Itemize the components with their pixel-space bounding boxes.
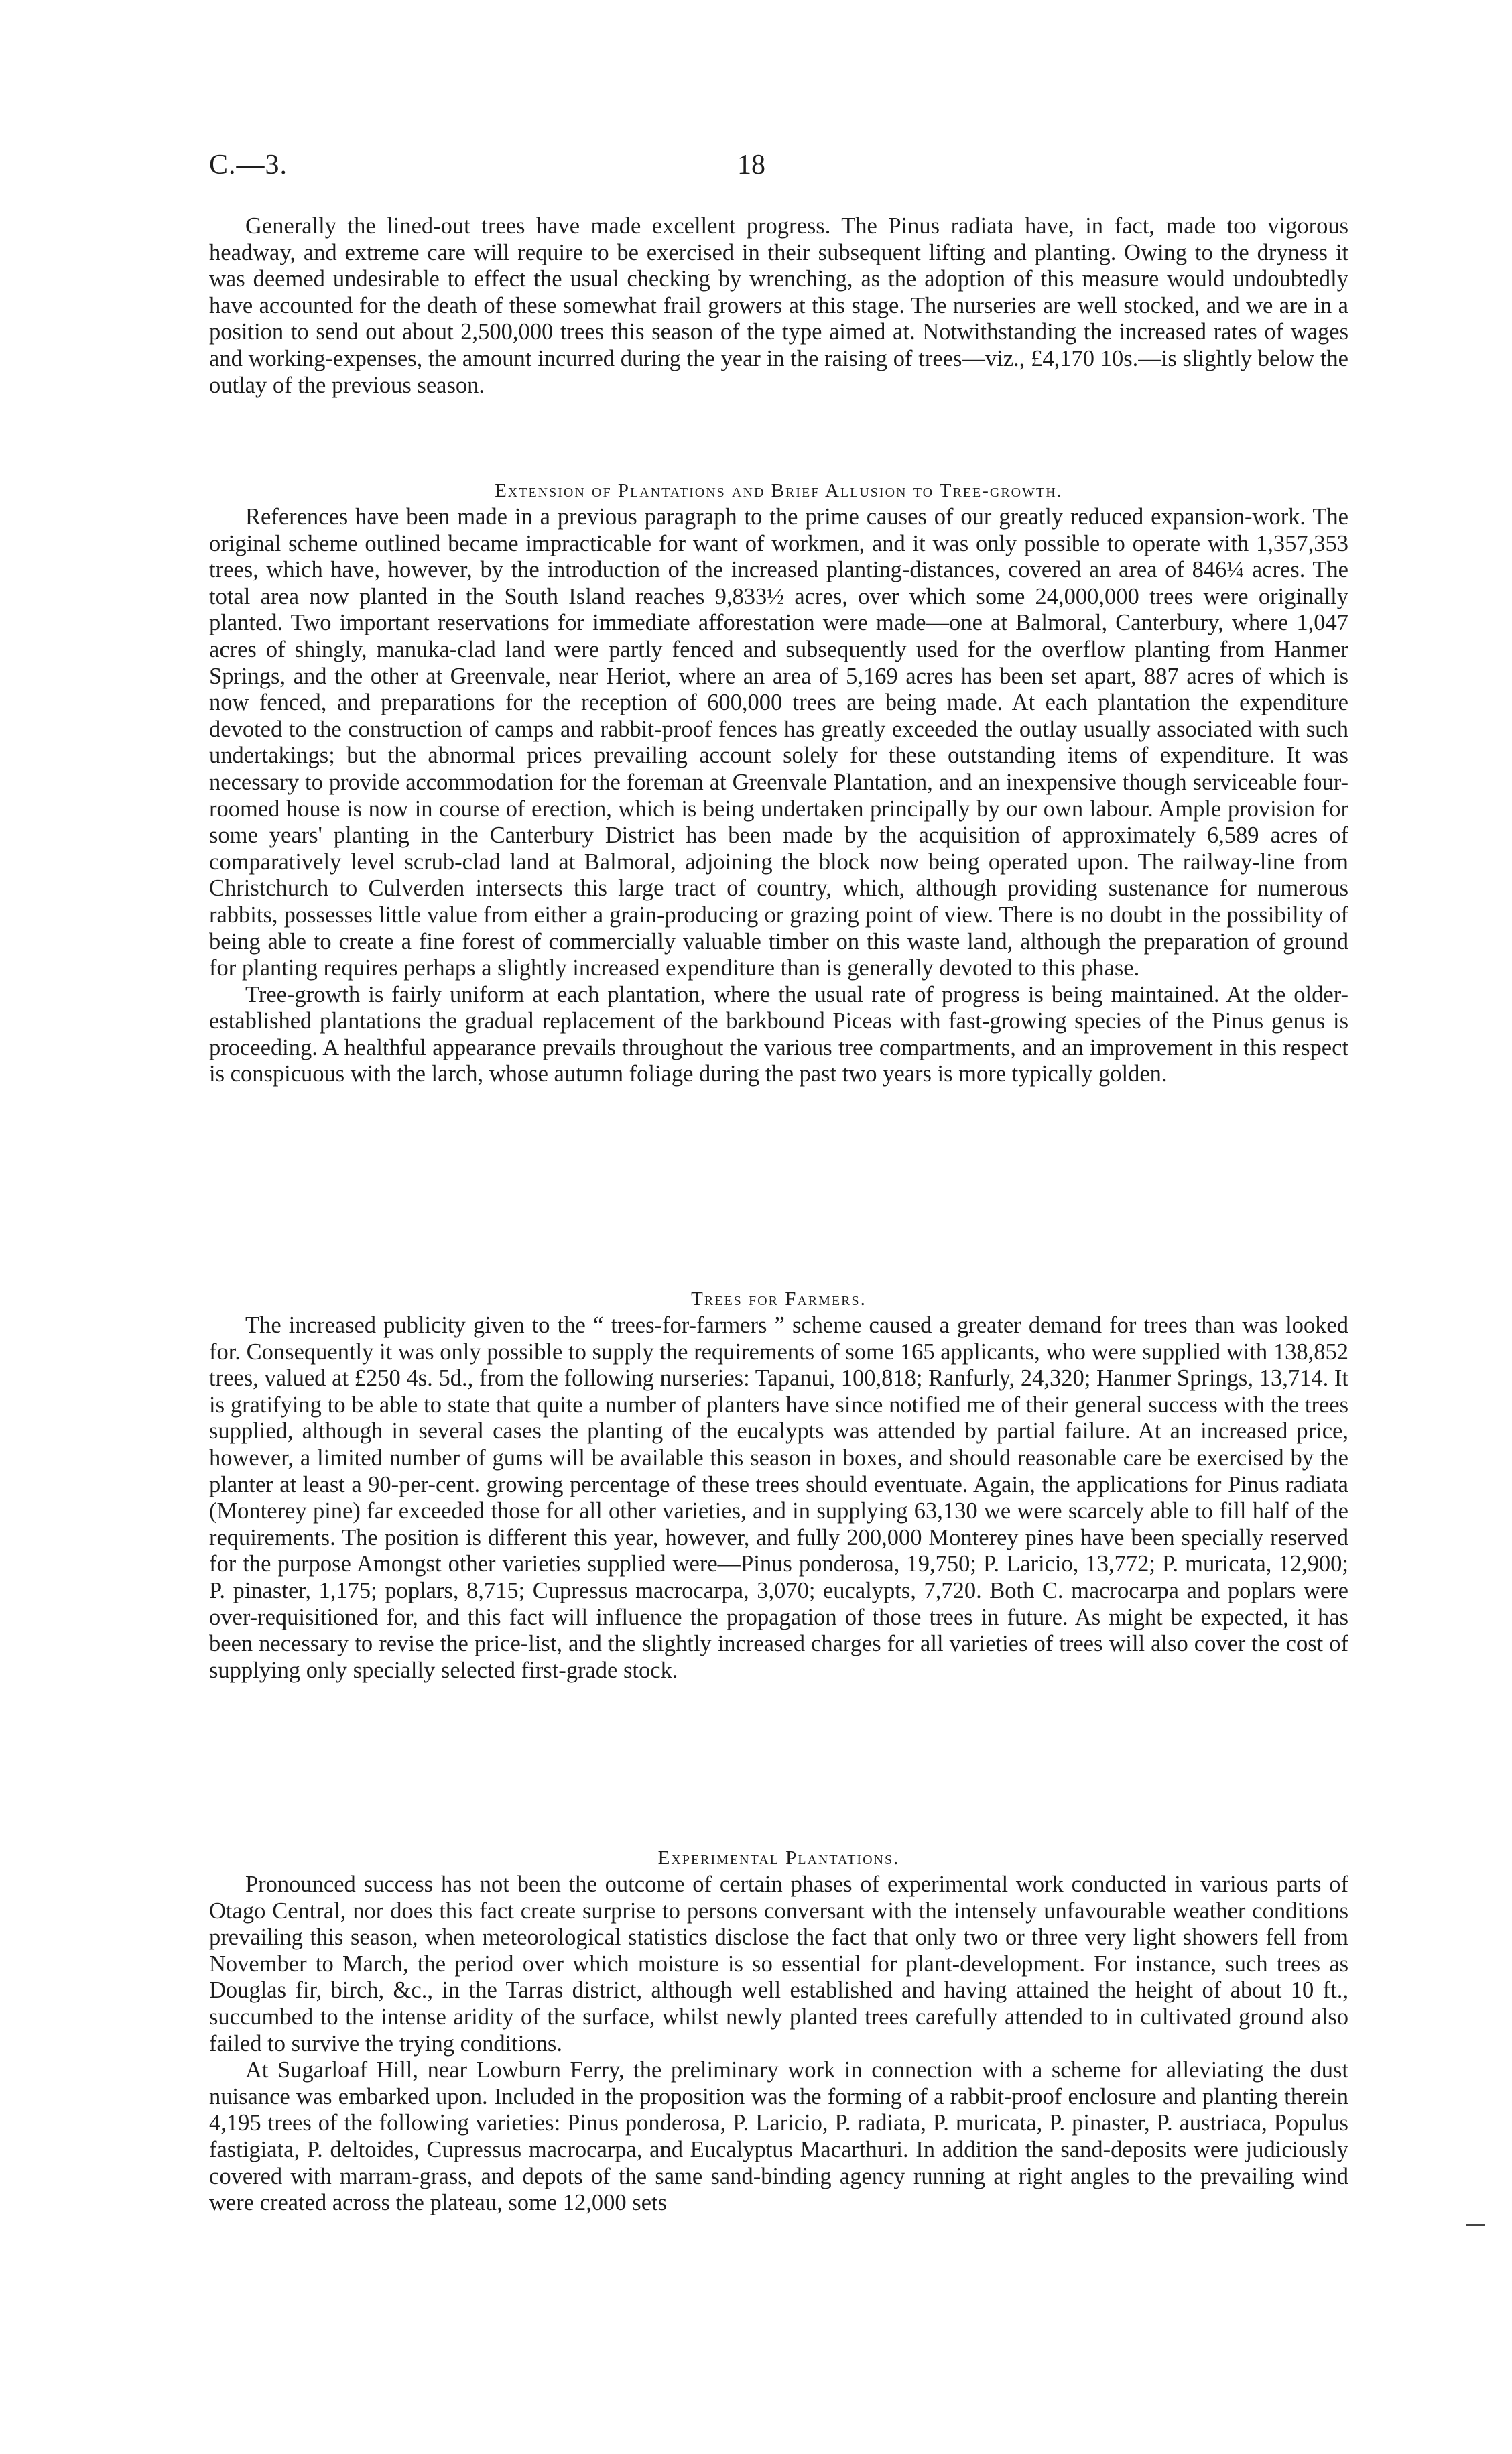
section-farmers: [209, 1312, 1348, 1684]
heading-experimental: Experimental Plantations.: [657, 1847, 900, 1869]
paragraph: Tree-growth is fairly uniform at each plantation, where the usual rate of progress is being maintained. At the older-established plantations the gradual replacement of the barkbound Piceas with fast-growing species of the Pinus genus is proceeding. A healthful appearance prevails throughout the various tree compartments, and an improvement in this respect is conspicuous with the larch, whose autumn foliage during the past two years is more typically golden.: [209, 981, 1348, 1087]
paragraph: References have been made in a previous paragraph to the prime causes of our greatly reduced expansion-work. The original scheme outlined became impracticable for want of workmen, and it was only possible to operate with 1,357,353 trees, which have, however, by the introduction of the increased planting-distances, covered an area of 846¼ acres. The total area now planted in the South Island reaches 9,833½ acres, over which some 24,000,000 trees were originally planted. Two important reservations for immediate afforestation were made—one at Balmoral, Canterbury, where 1,047 acres of shingly, manuka-clad land were partly fenced and subsequently used for the overflow planting from Hanmer Springs, and the other at Greenvale, near Heriot, where an area of 5,169 acres has been set apart, 887 acres of which is now fenced, and preparations for the reception of 600,000 trees are being made. At each plantation the expenditure devoted to the construction of camps and rabbit-proof fences has greatly exceeded the outlay usually associated with such undertakings; but the abnormal prices prevailing account solely for these outstanding items of expenditure. It was necessary to provide accommodation for the foreman at Greenvale Plantation, and an inexpensive though serviceable four-roomed house is now in course of erection, which is being undertaken principally by our own labour. Ample provision for some years' planting in the Canterbury District has been made by the acquisition of approximately 6,589 acres of comparatively level scrub-clad land at Balmoral, adjoining the block now being operated upon. The railway-line from Christchurch to Culverden intersects this large tract of country, which, although providing sustenance for numerous rabbits, possesses little value from either a grain-producing or grazing point of view. There is no doubt in the possibility of being able to create a fine forest of commercially valuable timber on this waste land, although the preparation of ground for planting requires perhaps a slightly increased expenditure than is generally devoted to this phase.: [209, 504, 1348, 981]
section-heading-farmers: [209, 1286, 1348, 1312]
section-heading-extension: [209, 477, 1348, 504]
heading-farmers: Trees for Farmers.: [691, 1288, 867, 1310]
paragraph: The increased publicity given to the “ trees-for-farmers ” scheme caused a greater demand for trees than was looked for. Consequently it was only possible to supply the requirements of some 165 applicants, who were supplied with 138,852 trees, valued at £250 4s. 5d., from the following nurseries: Tapanui, 100,818; Ranfurly, 24,320; Hanmer Springs, 13,714. It is gratifying to be able to state that quite a number of planters have since notified me of their general success with the trees supplied, although in several cases the planting of the eucalypts was attended by partial failure. At an increased price, however, a limited number of gums will be available this season in boxes, and should reasonable care be exercised by the planter at least a 90-per-cent. growing percentage of these trees should eventuate. Again, the applications for Pinus radiata (Monterey pine) far exceeded those for all other varieties, and in supplying 63,130 we were scarcely able to fill half of the requirements. The position is different this year, however, and fully 200,000 Monterey pines have been specially reserved for the purpose Amongst other varieties supplied were—Pinus ponderosa, 19,750; P. Laricio, 13,772; P. muricata, 12,900; P. pinaster, 1,175; poplars, 8,715; Cupressus macrocarpa, 3,070; eucalypts, 7,720. Both C. macrocarpa and poplars were over-requisitioned for, and this fact will influence the propagation of those trees in future. As might be expected, it has been necessary to revise the price-list, and the slightly increased charges for all varieties of trees will also cover the cost of supplying only specially selected first-grade stock.: [209, 1312, 1348, 1683]
paragraph: Generally the lined-out trees have made excellent progress. The Pinus radiata have, in fact, made too vigorous headway, and extreme care will require to be exercised in their subsequent lifting and planting. Owing to the dryness it was deemed undesirable to effect the usual checking by wrenching, as the adoption of this measure would undoubtedly have accounted for the death of these somewhat frail growers at this stage. The nurseries are well stocked, and we are in a position to send out about 2,500,000 trees this season of the type aimed at. Notwithstanding the increased rates of wages and working-expenses, the amount incurred during the year in the raising of trees—viz., £4,170 10s.—is slightly below the outlay of the previous season.: [209, 213, 1348, 398]
heading-extension: Extension of Plantations and Brief Allusion to Tree-growth.: [495, 480, 1063, 501]
margin-mark: [1466, 2224, 1485, 2226]
section-heading-experimental: [209, 1845, 1348, 1872]
paragraph: Pronounced success has not been the outcome of certain phases of experimental work conducted in various parts of Otago Central, nor does this fact create surprise to persons conversant with the intensely unfavourable weather conditions prevailing this season, when meteorological statistics disclose the fact that only two or three very light showers fell from November to March, the period over which moisture is so essential for plant-development. For instance, such trees as Douglas fir, birch, &c., in the Tarras district, although well established and having attained the height of about 10 ft., succumbed to the intense aridity of the surface, whilst newly planted trees carefully attended to in cultivated ground also failed to survive the trying conditions.: [209, 1872, 1348, 2057]
running-head: [209, 149, 1348, 189]
section-intro: [209, 213, 1348, 399]
section-extension: [209, 504, 1348, 1088]
document-reference: C.—3.: [209, 149, 288, 180]
page-number: 18: [737, 149, 765, 180]
paragraph: At Sugarloaf Hill, near Lowburn Ferry, the preliminary work in connection with a scheme for alleviating the dust nuisance was embarked upon. Included in the proposition was the forming of a rabbit-proof enclosure and planting therein 4,195 trees of the following varieties: Pinus ponderosa, P. Laricio, P. radiata, P. muricata, P. pinaster, P. austriaca, Populus fastigiata, P. deltoides, Cupressus macrocarpa, and Eucalyptus Macarthuri. In addition the sand-deposits were judiciously covered with marram-grass, and depots of the same sand-binding agency running at right angles to the prevailing wind were created across the plateau, some 12,000 sets: [209, 2057, 1348, 2216]
section-experimental: [209, 1872, 1348, 2217]
